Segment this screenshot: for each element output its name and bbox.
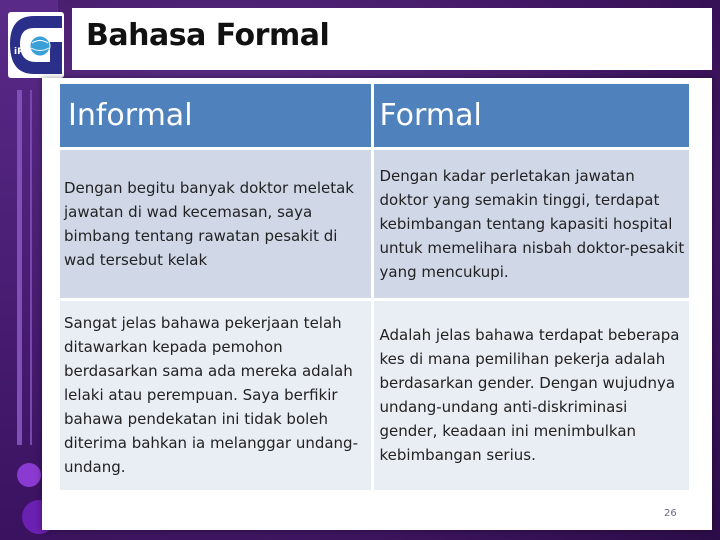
table-header-row [60, 84, 690, 148]
comparison-table [60, 84, 692, 493]
header-informal: Informal [60, 84, 372, 148]
decorative-stripe [30, 90, 32, 445]
cell-formal: Dengan kadar perletakan jawatan doktor yang semakin tinggi, terdapat kebimbangan tentang kapasiti hospital untuk memelihara nisbah doktor-pesakit yang mencukupi. [372, 148, 690, 299]
table-row [60, 148, 690, 299]
page-number: 26 [664, 508, 677, 519]
decorative-stripe [17, 90, 22, 445]
header-formal: Formal [372, 84, 690, 148]
slide-title: Bahasa Formal [86, 18, 330, 53]
cell-informal: Dengan begitu banyak doktor meletak jawatan di wad kecemasan, saya bimbang tentang rawatan pesakit di wad tersebut kelak [60, 148, 372, 299]
cell-formal: Adalah jelas bahawa terdapat beberapa kes di mana pemilihan pekerja adalah berdasarkan gender. Dengan wujudnya undang-undang anti-diskriminasi gender, keadaan ini menimbulkan kebimbangan serius. [372, 299, 690, 491]
decorative-circle [17, 463, 41, 487]
ipg-logo-icon [4, 10, 68, 80]
svg-text:iPG: iPG [14, 47, 32, 57]
cell-informal: Sangat jelas bahawa pekerjaan telah ditawarkan kepada pemohon berdasarkan sama ada mereka adalah lelaki atau perempuan. Saya berfikir bahawa pendekatan ini tidak boleh diterima bahkan ia melanggar undang-undang. [60, 299, 372, 491]
table-row [60, 299, 690, 491]
